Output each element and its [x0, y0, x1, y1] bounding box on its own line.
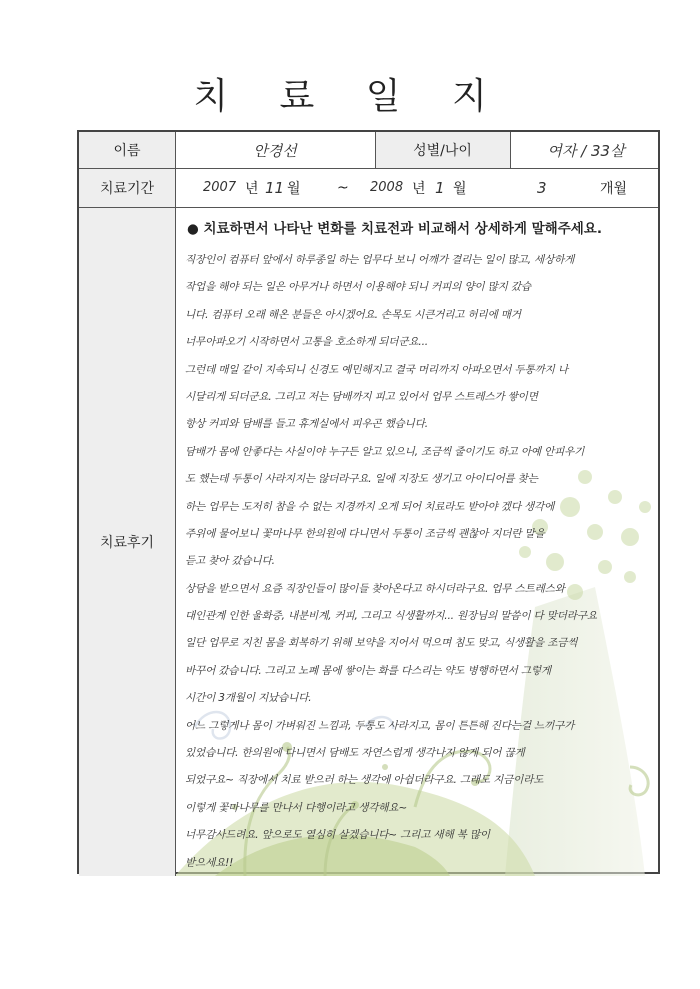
review-text-line: 시달리게 되더군요. 그리고 저는 담배까지 피고 있어서 업무 스트레스가 쌓이면 — [185, 390, 538, 403]
review-text-line: 시간이 3개월이 지났습니다. — [185, 692, 312, 705]
review-text-line: 작업을 해야 되는 일은 아무거나 하면서 이용해야 되니 커피의 양이 많지 갔습 — [185, 281, 531, 294]
start-year: 2007 — [203, 180, 237, 195]
review-text-line: 듣고 찾아 갔습니다. — [185, 555, 275, 568]
column-divider — [375, 132, 376, 168]
end-year: 2008 — [370, 180, 404, 195]
review-text-line: 항상 커피와 담배를 들고 휴게실에서 피우곤 했습니다. — [185, 418, 428, 431]
review-text-line: 담배가 몸에 안좋다는 사실이야 누구든 알고 있으니, 조금씩 줄이기도 하고 아예 안피우기 — [185, 445, 585, 458]
duration-value: 3 — [537, 178, 547, 197]
end-year-unit: 년 — [412, 180, 426, 197]
column-divider — [175, 132, 176, 876]
duration-unit: 개월 — [600, 180, 628, 197]
gender-age-label: 성별/나이 — [375, 132, 510, 168]
period-label: 치료기간 — [79, 168, 175, 207]
review-text-line: 되었구요~ 직장에서 치료 받으러 하는 생각에 아쉽더라구요. 그래도 지금이라도 — [185, 774, 544, 787]
start-year-unit: 년 — [245, 180, 259, 197]
start-month-unit: 월 — [287, 180, 301, 197]
review-text-line: 하는 업무는 도저히 참을 수 없는 지경까지 오게 되어 치료라도 받아야 겠다 생각에 — [185, 500, 555, 513]
review-text-line: 받으세요!! — [185, 856, 234, 869]
review-question: ● 치료하면서 나타난 변화를 치료전과 비교해서 상세하게 말해주세요. — [187, 221, 602, 237]
review-text — [185, 247, 652, 872]
review-text-line: 대인관계 인한 울화증, 내분비계, 커피, 그리고 식생활까지... 원장님의 말씀이 다 맞더라구요 — [185, 610, 597, 623]
gender-age-value: 여자 / 33살 — [547, 141, 625, 160]
review-label: 치료후기 — [79, 207, 175, 876]
review-text-line: 주위에 물어보니 꽃마나무 한의원에 다니면서 두통이 조금씩 괜찮아 지더란 말을 — [185, 527, 545, 540]
treatment-journal-form — [77, 130, 660, 874]
period-tilde: ~ — [337, 179, 349, 196]
period-value — [175, 168, 662, 207]
end-month: 1 — [435, 178, 445, 197]
review-text-line: 그런데 매일 같이 지속되니 신경도 예민해지고 결국 머리까지 아파오면서 두통까지 나 — [185, 363, 568, 376]
review-content — [175, 207, 658, 872]
review-text-line: 니다. 컴퓨터 오래 해온 분들은 아시겠어요. 손목도 시큰거리고 허리에 매거 — [185, 308, 521, 321]
review-text-line: 있었습니다. 한의원에 다니면서 담배도 자연스럽게 생각나지 않게 되어 끊게 — [185, 747, 525, 760]
review-text-line: 직장인이 컴퓨터 앞에서 하루종일 하는 업무다 보니 어깨가 결리는 일이 많고, 세상하게 — [185, 254, 575, 266]
column-divider — [510, 132, 511, 168]
review-text-line: 너무아파오기 시작하면서 고통을 호소하게 되더군요... — [185, 336, 428, 349]
review-text-line: 바꾸어 갔습니다. 그리고 노폐 몸에 쌓이는 화를 다스리는 약도 병행하면서 그렇게 — [185, 664, 551, 677]
review-text-line: 도 했는데 두통이 사라지지는 않더라구요. 일에 지장도 생기고 아이디어를 찾는 — [185, 473, 538, 486]
review-text-line: 너무감사드려요. 앞으로도 열심히 살겠습니다~ 그리고 새해 복 많이 — [185, 829, 490, 842]
row-divider — [79, 168, 658, 169]
start-month: 11 — [265, 178, 285, 197]
name-value: 안경선 — [253, 141, 297, 160]
end-month-unit: 월 — [453, 180, 467, 197]
row-divider — [79, 207, 658, 208]
review-text-line: 어느 그렇게나 몸이 가벼워진 느낌과, 두통도 사라지고, 몸이 튼튼해 진다는걸 느끼구가 — [185, 719, 575, 732]
name-label: 이름 — [79, 132, 175, 168]
review-text-line: 일단 업무로 지친 몸을 회복하기 위해 보약을 지어서 먹으며 침도 맞고, 식생활을 조금씩 — [185, 637, 578, 650]
page-title: 치 료 일 지 — [193, 76, 507, 117]
review-text-line: 이렇게 꽃마나무를 만나서 다행이라고 생각해요~ — [185, 801, 408, 814]
review-text-line: 상담을 받으면서 요즘 직장인들이 많이들 찾아온다고 하시더라구요. 업무 스트레스와 — [185, 582, 565, 595]
